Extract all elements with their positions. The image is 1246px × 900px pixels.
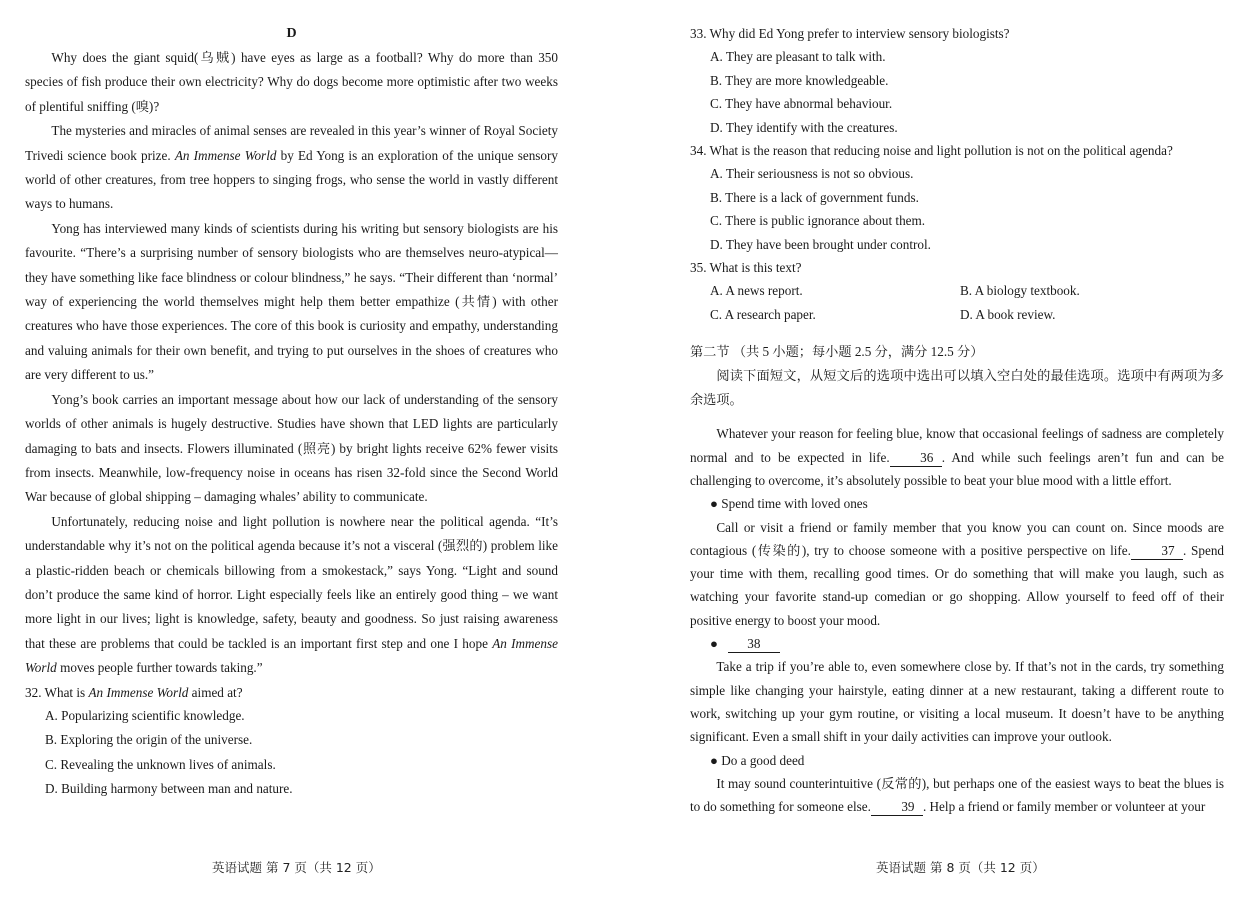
section-title: D [286,26,297,41]
passage-paragraph-1 [690,422,1224,492]
q34-option-b[interactable]: B. There is a lack of government funds. [710,189,919,205]
q33-option-c[interactable]: C. They have abnormal behaviour. [710,96,893,112]
q35-option-d[interactable]: D. A book review. [960,306,1056,322]
passage-p2-a: Call or visit a friend or family member that you know you can count on. Since moods are contagious (传染的), try to choose someone with a positive perspective on life. [690,519,1224,558]
paragraph-5 [25,510,558,681]
book-title: An Immense World [174,147,277,163]
q35-option-c[interactable]: C. A research paper. [710,306,816,322]
paragraph-2-lead: The mysteries and miracles of animal senses are revealed in this year’s winner of Royal Society Trivedi science book prize. [25,123,558,163]
passage-paragraph-3: Take a trip if you’re able to, even somewhere close by. If that’s not in the cards, try something simple like changing your hairstyle, eating dinner at a new restaurant, taking a different route to work, switching up your gym routine, or visiting a local museum. It doesn’t have to be anything significant. Even a small shift in your daily activities can improve your outlook. [690,659,1224,745]
q32-prefix: 32. What is [25,684,89,700]
passage-p4-b: . Help a friend or family member or volunteer at your [922,799,1206,815]
q32-option-b[interactable]: B. Exploring the origin of the universe. [45,732,253,748]
left-page [0,0,590,900]
page-footer-left: 英语试题 第 7 页（共 12 页） [212,860,381,875]
question-32-stem [25,681,558,704]
paragraph-2-rest: by Ed Yong is an exploration of the unique sensory world of other creatures, from tree hoppers to singing frogs, who sense the world in vastly different ways to humans. [25,147,558,212]
blank-38[interactable]: 38 [728,636,780,653]
bullet-blank-38 [710,632,1224,655]
question-35-stem: 35. What is this text? [690,260,802,276]
question-33 [690,22,1224,139]
blank-36[interactable]: 36 [890,450,942,467]
book-title-a: An Immense [492,635,558,651]
q32-option-c[interactable]: C. Revealing the unknown lives of animals. [45,756,276,772]
book-title-b: World [25,660,57,676]
passage-p4-a: It may sound counterintuitive (反常的), but perhaps one of the easiest ways to beat the blues is to do something for someone else. [690,776,1224,815]
blank-39[interactable]: 39 [871,799,923,816]
q34-option-c[interactable]: C. There is public ignorance about them. [710,213,926,229]
blank-37[interactable]: 37 [1131,543,1183,560]
section-two-instructions: 阅读下面短文，从短文后的选项中选出可以填入空白处的最佳选项。选项中有两项为多余选项。 [690,368,1224,408]
q33-option-a[interactable]: A. They are pleasant to talk with. [710,49,886,65]
paragraph-1: Why does the giant squid(乌贼) have eyes as large as a football? Why do more than 350 species of fish produce their own electricity? Why do dogs become more optimistic after two weeks of plentiful sniffing (嗅)? [25,50,558,114]
question-34 [690,139,1224,256]
q35-option-a[interactable]: A. A news report. [710,283,803,299]
passage-p1-b: . And while such feelings aren’t fun and can be challenging to overcome, it’s absolutely possible to beat your blue mood with a little effort. [690,449,1224,488]
passage-paragraph-2 [690,516,1224,632]
paragraph-2 [25,119,558,217]
section-two-heading: 第二节 （共 5 小题；每小题 2.5 分，满分 12.5 分） [690,344,984,360]
question-34-stem: 34. What is the reason that reducing noise and light pollution is not on the political agenda? [690,143,1173,159]
bullet-dot: ● [710,636,718,652]
q34-option-a[interactable]: A. Their seriousness is not so obvious. [710,166,914,182]
passage-paragraph-4 [690,772,1224,819]
question-35 [690,256,1224,326]
q32-option-d[interactable]: D. Building harmony between man and nature. [45,781,293,797]
bullet-spend-time: ● Spend time with loved ones [710,496,868,512]
paragraph-5-end: moves people further towards taking.” [56,660,263,676]
q33-option-d[interactable]: D. They identify with the creatures. [710,119,898,135]
passage-p1-a: Whatever your reason for feeling blue, know that occasional feelings of sadness are completely normal and to be expected in life. [690,426,1224,465]
paragraph-4: Yong’s book carries an important message about how our lack of understanding of the sensory worlds of other animals is hugely destructive. Studies have shown that LED lights are particularly damaging to bats and insects. Flowers illuminated (照亮) by bright lights receive 62% fewer visits from insects. Meanwhile, low-frequency noise in oceans has risen 32-fold since the Second World War because of global shipping – damaging whales’ ability to communicate. [25,391,558,505]
q32-suffix: aimed at? [188,684,243,700]
q35-option-b[interactable]: B. A biology textbook. [960,283,1080,299]
q32-title: An Immense World [88,684,189,700]
q33-option-b[interactable]: B. They are more knowledgeable. [710,72,889,88]
paragraph-3: Yong has interviewed many kinds of scientists during his writing but sensory biologists are his favourite. “There’s a surprising number of sensory biologists who are themselves neuro-atypical—they have something like face blindness or colour blindness,” he says. “Their different than ‘normal’ way of experiencing the world themselves might help them better empathize (共情) with other creatures who have those experiences. The core of this book is curiosity and empathy, understanding and valuing animals for their own benefit, and trying to put ourselves in the shoes of creatures who are very different to us.” [25,220,558,383]
bullet-good-deed: ● Do a good deed [710,752,805,768]
question-32 [25,681,558,802]
paragraph-5-body: Unfortunately, reducing noise and light pollution is nowhere near the political agenda. “It’s understandable why it’s not on the political agenda because it’s not a visceral (强烈的) problem like a plastic-ridden beach or chemicals billowing from a smokestack,” says Yong. “Light and sound don’t produce the same kind of horror. Light especially feels like an entirely good thing – we want more light in our lives; light is knowledge, safety, beauty and goodness. So just raising awareness that these are problems that could be tackled is an important first step and one I hope [25,513,558,651]
page-footer-right: 英语试题 第 8 页（共 12 页） [876,860,1045,875]
q32-option-a[interactable]: A. Popularizing scientific knowledge. [45,707,245,723]
question-33-stem: 33. Why did Ed Yong prefer to interview sensory biologists? [690,26,1010,41]
q34-option-d[interactable]: D. They have been brought under control. [710,236,931,252]
passage-p2-b: . Spend your time with them, recalling good times. Or do something that will make you laugh, such as watching your favorite stand-up comedian or go shopping. Allow yourself to feed off of their positive energy to boost your mood. [690,542,1225,628]
right-page [660,0,1246,900]
